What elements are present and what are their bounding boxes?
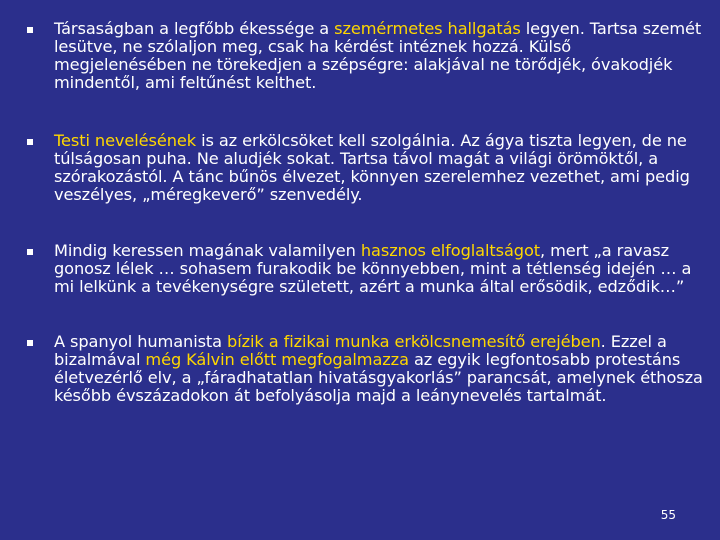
text-segment: Mindig keressen magának valamilyen [54,241,361,260]
highlighted-text: hasznos elfoglaltságot [360,241,541,260]
bullet-text [54,131,690,204]
bullet-square-icon [27,27,33,33]
bullet-square-icon [27,340,33,346]
bullet-text [54,19,701,92]
bullet-item [24,20,704,92]
page-number: 55 [660,508,676,522]
text-segment: is az erkölcsöket kell szolgálnia. Az ágya tiszta legyen, de ne túlságosan puha. Ne aludjék sokat. Tartsa távol magát a világi örömöktől, a szórakozástól. A tánc bűnös élvezet, könnyen szerelemhez vezethet, ami pedig veszélyes, „méregkeverő” szenvedély. [54,131,690,204]
bullet-item [24,242,704,296]
bullet-square-icon [27,139,33,145]
bullet-text [54,241,691,296]
bullet-item [24,333,704,405]
bullet-square-icon [27,249,33,255]
text-segment: Társaságban a legfőbb ékessége a [54,19,335,38]
highlighted-text: bízik a fizikai munka erkölcsnemesítő erejében [227,332,601,351]
highlighted-text: még Kálvin előtt megfogalmazza [145,350,409,369]
bullet-list [24,20,704,445]
text-segment: A spanyol humanista [54,332,228,351]
text-segment: , mert „a ravasz gonosz lélek … sohasem furakodik be könnyebben, mint a tétlenség idején … a mi lelkünk a tevékenységre született, azért a munka által erősödik, edződik…” [54,241,692,296]
highlighted-text: szemérmetes hallgatás [334,19,521,38]
bullet-text [54,332,703,405]
text-segment: legyen. Tartsa szemét lesütve, ne szólaljon meg, csak ha kérdést intéznek hozzá. Külső megjelenésében ne törekedjen a szépségre: alakjával ne törődjék, óvakodjék mindentől, ami feltűnést kelthet. [54,19,702,92]
bullet-item [24,132,704,204]
text-segment: . Ezzel a bizalmával [54,332,667,369]
text-segment: az egyik legfontosabb protestáns életvezérlő elv, a „fáradhatatlan hivatásgyakorlás” parancsát, amelynek éthosza később évszázadokon át befolyásolja majd a leánynevelés tartalmát. [54,350,703,405]
highlighted-text: Testi nevelésének [54,131,197,150]
